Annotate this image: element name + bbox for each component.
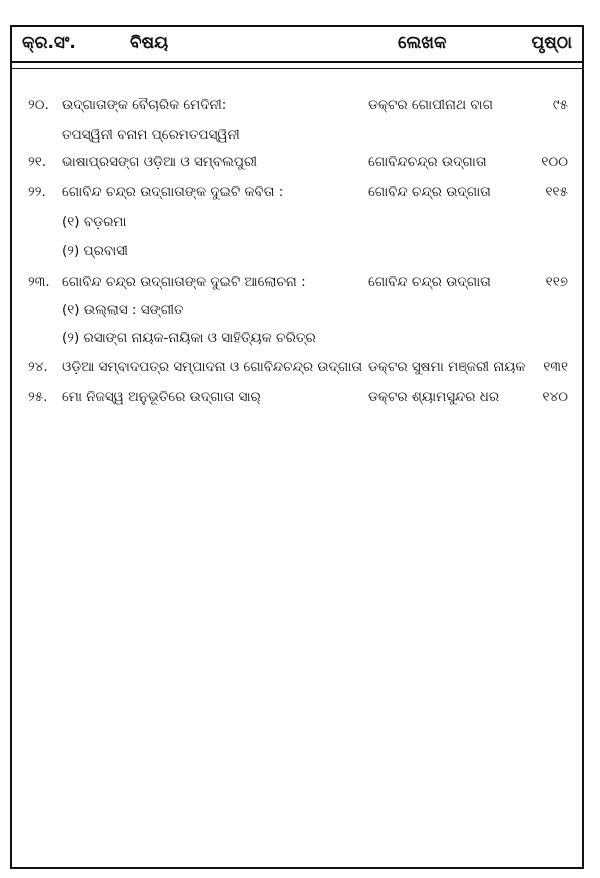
entry-title: ଭାଷାପ୍ରସଙ୍ଗ ଓଡ଼ିଆ ଓ ସମ୍ବଲପୁରୀ: [62, 154, 258, 170]
entry-page: ୧୩୧: [543, 359, 568, 375]
entry-title: ମୋ ନିଜସ୍ୱ ଅନୁଭୂତିରେ ଉଦ୍‌ଗାତା ସାର୍: [62, 389, 261, 405]
entry-number: ୨୧.: [28, 154, 47, 170]
entry-page: ୧୧୫: [545, 184, 568, 200]
entry-subtitle: (୨) ପ୍ରବାସୀ: [62, 243, 128, 259]
entry-number: ୨୨.: [28, 184, 46, 200]
entry-title: ଉଦ୍‌ଗାତାଙ୍କ ବୈଚାରିକ ମେଦିନୀ:: [62, 97, 227, 113]
entry-number: ୨୪.: [28, 359, 48, 375]
entry-title: ଗୋବିନ୍ଦ ଚନ୍ଦ୍ର ଉଦ୍‌ଗାତାଙ୍କ ଦୁଇଟି କବିତା :: [62, 184, 284, 200]
entry-title: ଗୋବିନ୍ଦ ଚନ୍ଦ୍ର ଉଦ୍‌ଗାତାଙ୍କ ଦୁଇଟି ଆଲୋଚନା :: [62, 274, 306, 290]
entry-page: ୧୪୦: [542, 389, 568, 405]
header-serial-no: କ୍ର.ସଂ.: [22, 33, 76, 53]
entry-page: ୧୧୭: [545, 274, 568, 290]
header-author: ଲେଖକ: [398, 33, 447, 53]
entry-subtitle: (୨) ରସାଙ୍ଗ ନାୟକ-ନାୟିକା ଓ ସାହିତ୍ୟିକ ଚରିତ୍ର: [62, 330, 316, 346]
table-header: [12, 27, 582, 63]
entry-page: ୧୦୦: [541, 154, 568, 170]
toc-frame: [10, 25, 584, 869]
entry-subtitle: (୧) ଉଲ୍ଲାସ : ସଙ୍ଗୀତ: [62, 302, 184, 318]
entry-page: ୯୫: [552, 97, 568, 113]
entry-author: ଡକ୍ଟର ସୁଷମା ମଞ୍ଜରୀ ନାୟକ: [368, 359, 526, 375]
entry-title: ଓଡ଼ିଆ ସମ୍ବାଦପତ୍ର ସମ୍ପାଦନା ଓ ଗୋବିନ୍ଦଚନ୍ଦ୍ର ଉଦ୍‌ଗାତା: [62, 359, 363, 375]
entry-author: ଗୋବିନ୍ଦ ଚନ୍ଦ୍ର ଉଦ୍‌ଗାତା: [368, 184, 491, 200]
entry-author: ଗୋବିନ୍ଦଚନ୍ଦ୍ର ଉଦ୍‌ଗାତା: [368, 154, 487, 170]
entry-author: ଡକ୍ଟର ଶ୍ୟାମସୁନ୍ଦର ଧର: [368, 389, 500, 405]
entry-number: ୨୫.: [28, 389, 48, 405]
entry-author: ଗୋବିନ୍ଦ ଚନ୍ଦ୍ର ଉଦ୍‌ଗାତା: [368, 274, 491, 290]
entry-subtitle: (୧) ବଡ଼ରମା: [62, 214, 127, 230]
header-page: ପୃଷ୍ଠା: [531, 33, 572, 53]
entry-number: ୨୩.: [28, 274, 50, 290]
header-subject: ବିଷୟ: [130, 33, 169, 53]
entry-subtitle: ତପସ୍ୱିନୀ ବନାମ ପ୍ରେମତପସ୍ୱିନୀ: [62, 127, 240, 143]
entry-author: ଡକ୍ଟର ଗୋପୀନାଥ ବାଗ: [368, 97, 494, 113]
entry-number: ୨୦.: [28, 97, 49, 113]
header-divider: [12, 68, 582, 69]
